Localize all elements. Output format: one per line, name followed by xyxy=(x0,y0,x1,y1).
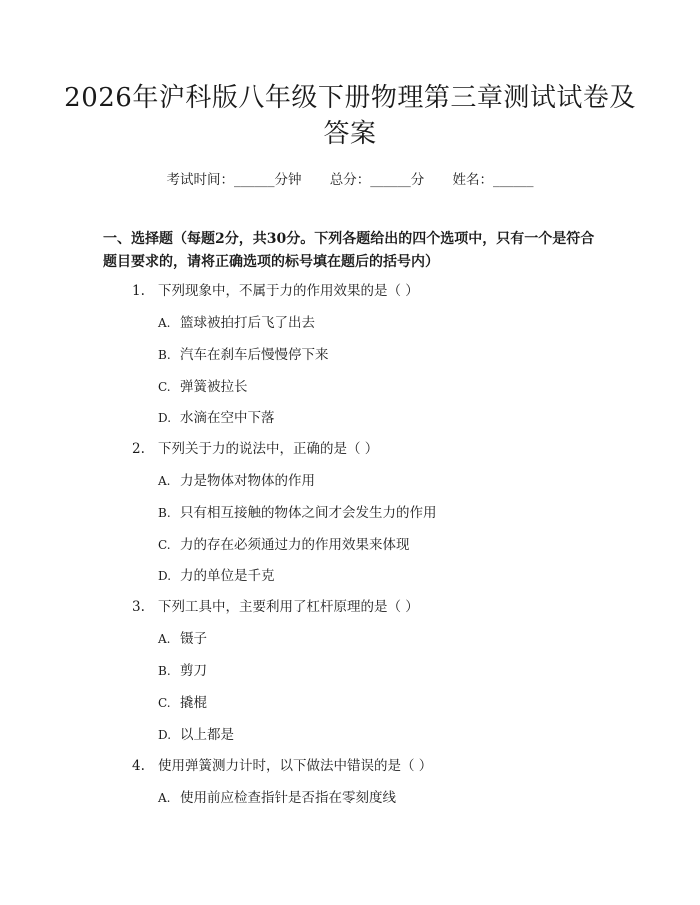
option-text: 力的存在必须通过力的作用效果来体现 xyxy=(180,537,410,553)
question-text: 使用弹簧测力计时，以下做法中错误的是（ ） xyxy=(158,758,433,774)
option-1b xyxy=(158,345,329,365)
exam-time-label: 考试时间：______分钟 xyxy=(166,172,302,188)
option-text: 篮球被拍打后飞了出去 xyxy=(180,315,315,331)
question-text: 下列关于力的说法中，正确的是（ ） xyxy=(158,441,379,457)
option-2c xyxy=(158,535,410,555)
option-text: 水滴在空中下落 xyxy=(180,410,275,426)
option-2a xyxy=(158,471,315,491)
option-label: D. xyxy=(158,728,172,742)
exam-meta xyxy=(0,168,700,188)
option-1a xyxy=(158,313,315,333)
option-text: 撬棍 xyxy=(180,695,207,711)
question-text: 下列现象中，不属于力的作用效果的是（ ） xyxy=(158,283,419,299)
option-text: 弹簧被拉长 xyxy=(180,379,248,395)
option-3b xyxy=(158,661,207,681)
option-3d xyxy=(158,725,234,745)
total-score-label: 总分：______分 xyxy=(329,172,425,188)
question-number: 1. xyxy=(132,283,145,299)
option-label: B. xyxy=(158,664,171,678)
question-1 xyxy=(132,281,419,301)
option-text: 力的单位是千克 xyxy=(180,568,275,584)
option-text: 以上都是 xyxy=(180,727,234,743)
option-4a xyxy=(158,788,396,808)
option-label: B. xyxy=(158,348,171,362)
option-1d xyxy=(158,408,275,428)
student-name-label: 姓名：______ xyxy=(452,172,534,188)
option-text: 只有相互接触的物体之间才会发生力的作用 xyxy=(180,505,437,521)
option-text: 汽车在刹车后慢慢停下来 xyxy=(180,347,329,363)
option-2b xyxy=(158,503,437,523)
option-label: A. xyxy=(158,316,171,330)
option-text: 镊子 xyxy=(180,631,207,647)
option-text: 力是物体对物体的作用 xyxy=(180,473,315,489)
option-1c xyxy=(158,377,248,397)
question-number: 4. xyxy=(132,758,145,774)
question-2 xyxy=(132,439,378,459)
option-3c xyxy=(158,693,207,713)
option-label: D. xyxy=(158,411,172,425)
option-text: 剪刀 xyxy=(180,663,207,679)
option-label: D. xyxy=(158,569,172,583)
section-header: 一、选择题（每题2分，共30分。下列各题给出的四个选项中，只有一个是符合题目要求的，请将正确选项的标号填在题后的括号内） xyxy=(103,231,595,270)
option-3a xyxy=(158,629,207,649)
question-4 xyxy=(132,756,432,776)
question-3 xyxy=(132,597,419,617)
question-text: 下列工具中，主要利用了杠杆原理的是（ ） xyxy=(158,599,419,615)
option-label: C. xyxy=(158,538,171,552)
option-label: A. xyxy=(158,474,171,488)
option-2d xyxy=(158,566,275,586)
question-number: 3. xyxy=(132,599,145,615)
option-label: C. xyxy=(158,380,171,394)
option-label: A. xyxy=(158,632,171,646)
question-number: 2. xyxy=(132,441,145,457)
option-label: B. xyxy=(158,506,171,520)
document-title: 2026年沪科版八年级下册物理第三章测试试卷及答案 xyxy=(64,83,636,149)
option-label: C. xyxy=(158,696,171,710)
option-label: A. xyxy=(158,791,171,805)
option-text: 使用前应检查指针是否指在零刻度线 xyxy=(180,790,396,806)
